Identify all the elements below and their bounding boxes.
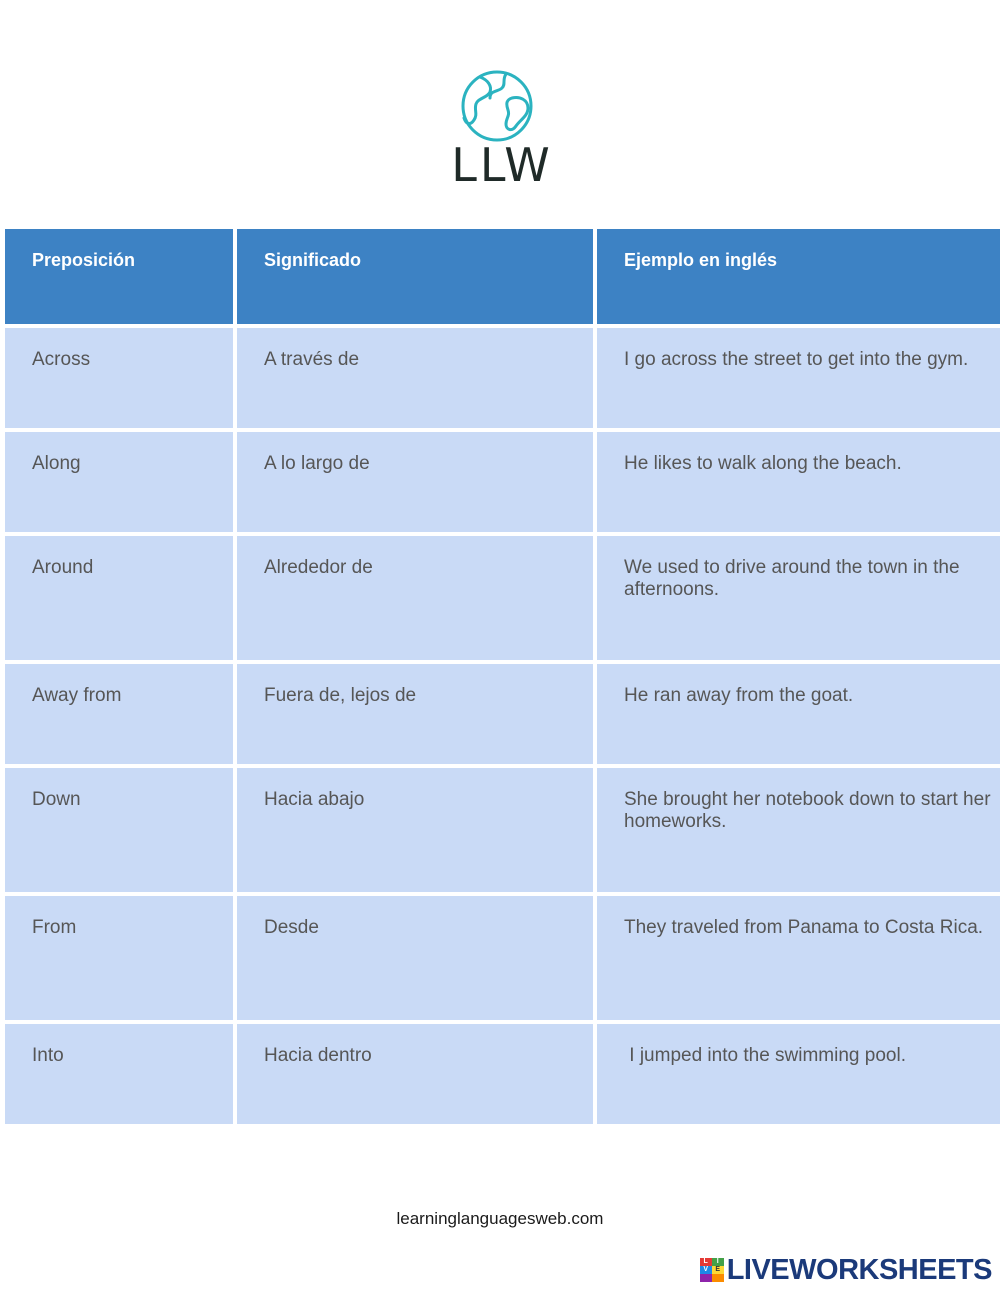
example-cell: She brought her notebook down to start her homeworks. [597,768,1000,892]
footer-url: learninglanguagesweb.com [396,1209,604,1228]
globe-icon [440,68,564,148]
table-row [5,328,1000,428]
meaning-cell: Hacia abajo [237,768,593,892]
table-row [5,768,1000,892]
column-header-meaning: Significado [237,229,593,324]
column-header-example: Ejemplo en inglés [597,229,1000,324]
liveworksheets-brand[interactable] [700,1252,992,1288]
example-cell: He likes to walk along the beach. [597,432,1000,532]
table-header-row [5,229,1000,324]
preposition-cell: From [5,896,233,1020]
meaning-cell: Fuera de, lejos de [237,664,593,764]
table-row [5,536,1000,660]
example-cell: I jumped into the swimming pool. [597,1024,1000,1124]
table-row [5,432,1000,532]
example-cell: I go across the street to get into the gym. [597,328,1000,428]
meaning-cell: Desde [237,896,593,1020]
preposition-cell: Down [5,768,233,892]
example-cell: We used to drive around the town in the afternoons. [597,536,1000,660]
preposition-cell: Across [5,328,233,428]
table-row [5,896,1000,1020]
prepositions-table [1,225,1000,1128]
meaning-cell: A lo largo de [237,432,593,532]
table-row [5,664,1000,764]
logo-text: LLW [451,138,553,192]
meaning-cell: Hacia dentro [237,1024,593,1124]
meaning-cell: A través de [237,328,593,428]
example-cell: They traveled from Panama to Costa Rica. [597,896,1000,1020]
preposition-cell: Away from [5,664,233,764]
example-cell: He ran away from the goat. [597,664,1000,764]
preposition-cell: Into [5,1024,233,1124]
column-header-preposition: Preposición [5,229,233,324]
table-row [5,1024,1000,1124]
meaning-cell: Alrededor de [237,536,593,660]
preposition-cell: Around [5,536,233,660]
preposition-cell: Along [5,432,233,532]
liveworksheets-text: LIVEWORKSHEETS [726,1253,992,1286]
liveworksheets-icon: L I V E [700,1258,724,1282]
